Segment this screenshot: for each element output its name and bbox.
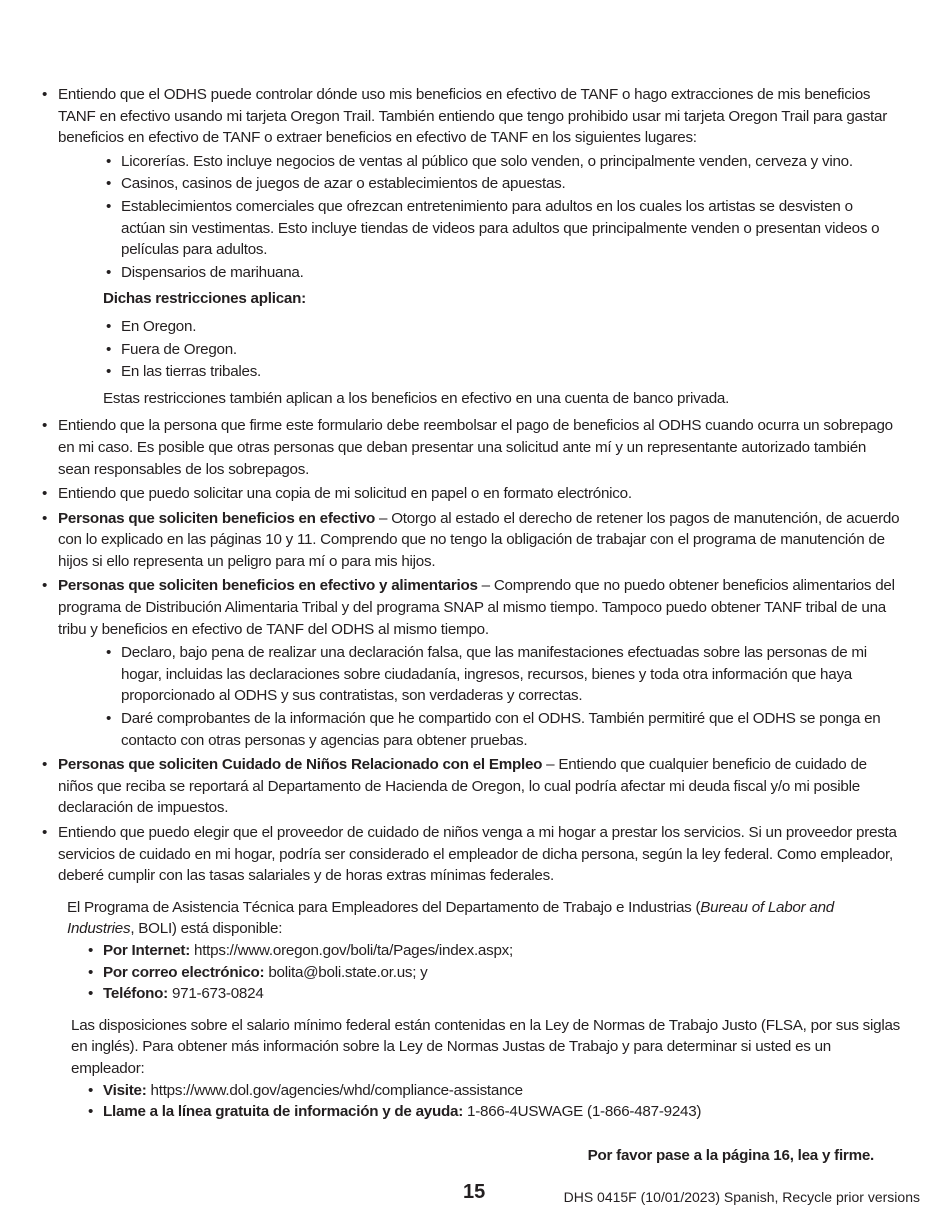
declarations-list	[58, 642, 900, 751]
list-item: • Establecimientos comerciales que ofrezcan entretenimiento para adultos en los cuales los artistas se desvisten o actúan sin vestimentas. Esto incluye tiendas de videos para adultos que principalmente venden o presentan videos o películas para adultos.	[58, 196, 900, 261]
boli-intro	[67, 897, 900, 940]
flsa-intro: Las disposiciones sobre el salario mínimo federal están contenidas en la Ley de Normas de Trabajo Justo (FLSA, por sus siglas en inglés). Para obtener más información sobre la Ley de Normas Justas de Trabajo y para determinar si usted es un empleador:	[71, 1016, 900, 1077]
item-text: Entiendo que puedo elegir que el proveedor de cuidado de niños venga a mi hogar a prestar los servicios. Si un proveedor presta servicios de cuidado en mi hogar, podría ser considerado el empleador de dicha persona, según la ley federal. Como empleador, deberé cumplir con las tasas salariales y de horas extras mínimas federales.	[58, 824, 897, 885]
page-number: 15	[463, 1181, 486, 1203]
list-item	[40, 483, 900, 505]
list-item	[40, 822, 900, 887]
closing-instruction: Por favor pase a la página 16, lea y firme.	[587, 1147, 874, 1164]
item-heading: Personas que soliciten beneficios en efectivo y alimentarios	[58, 577, 478, 595]
item-text: – Otorgo al estado el derecho de retener los pagos de manutención, de acuerdo con lo explicado en las páginas 10 y 11. Comprendo que no tengo la obligación de trabajar con el programa de manutención de hijos si ello representa un peligro para mí o para mis hijos.	[58, 509, 900, 570]
boli-contact-list	[40, 940, 900, 1005]
restrictions-list	[58, 316, 900, 383]
item-text: Entiendo que puedo solicitar una copia de mi solicitud en papel o en formato electrónico.	[58, 485, 632, 503]
contact-label: Visite:	[103, 1081, 147, 1099]
item-text: Entiendo que el ODHS puede controlar dónde uso mis beneficios en efectivo de TANF o hago extracciones de mis beneficios TANF en efectivo usando mi tarjeta Oregon Trail. También entiendo que tengo prohibido usar mi tarjeta Oregon Trail para gastar beneficios en efectivo de TANF o extraer beneficios en efectivo de TANF en los siguientes lugares:	[58, 86, 888, 147]
list-item	[40, 754, 900, 819]
item-text: – Comprendo que no puedo obtener beneficios alimentarios del programa de Distribución Alimentaria Tribal y del programa SNAP al mismo tiempo. Tampoco puedo obtener TANF tribal de una tribu y beneficios en efectivo de TANF del ODHS al mismo tiempo.	[58, 577, 895, 638]
contact-value: 971-673-0824	[167, 985, 264, 1003]
contact-label: Por correo electrónico:	[103, 963, 265, 981]
restrictions-note: Estas restricciones también aplican a los beneficios en efectivo en una cuenta de banco privada.	[103, 389, 730, 407]
flsa-website	[40, 1080, 900, 1102]
contact-label: Por Internet:	[103, 941, 191, 959]
boli-website	[40, 940, 900, 962]
list-item: • Declaro, bajo pena de realizar una declaración falsa, que las manifestaciones efectuadas sobre las personas de mi hogar, incluidas las declaraciones sobre ciudadanía, ingresos, recursos, bienes y toda otra información que haya proporcionado al ODHS y sus contratistas, son verdaderas y correctas.	[58, 642, 900, 707]
item-heading: Personas que soliciten Cuidado de Niños Relacionado con el Empleo	[58, 756, 543, 774]
list-item: • Daré comprobantes de la información que he compartido con el ODHS. También permitiré que el ODHS se ponga en contacto con otras personas y agencias para obtener pruebas.	[58, 708, 900, 751]
list-item: • En Oregon.	[58, 316, 900, 338]
item-text: – Entiendo que cualquier beneficio de cuidado de niños que reciba se reportará al Departamento de Hacienda de Oregon, lo cual podría afectar mi deuda fiscal y/o mi posible declaración de impuestos.	[58, 756, 867, 817]
boli-intro-text: El Programa de Asistencia Técnica para Empleadores del Departamento de Trabajo e Industrias (	[67, 898, 701, 916]
contact-value: https://www.oregon.gov/boli/ta/Pages/index.aspx;	[190, 941, 513, 959]
boli-phone	[40, 983, 900, 1005]
flsa-contact-list	[40, 1080, 900, 1123]
main-bullet-list	[40, 84, 900, 887]
form-identifier: DHS 0415F (10/01/2023) Spanish, Recycle prior versions	[563, 1189, 920, 1205]
contact-label: Llame a la línea gratuita de información y de ayuda:	[103, 1103, 464, 1121]
boli-email	[40, 962, 900, 984]
boli-intro-end: , BOLI) está disponible:	[130, 920, 283, 938]
flsa-hotline	[40, 1101, 900, 1123]
list-item	[40, 508, 900, 573]
restrictions-heading: Dichas restricciones aplican:	[103, 290, 306, 308]
list-item	[40, 415, 900, 480]
contact-value: https://www.dol.gov/agencies/whd/compliance-assistance	[146, 1081, 523, 1099]
item-heading: Personas que soliciten beneficios en efectivo	[58, 509, 376, 527]
prohibited-places-list	[58, 151, 900, 284]
boli-name: Bureau of Labor and Industries	[67, 898, 834, 938]
list-item: • Licorerías. Esto incluye negocios de ventas al público que solo venden, o principalmente venden, cerveza y vino.	[58, 151, 900, 173]
list-item: • Dispensarios de marihuana.	[58, 262, 900, 284]
list-item	[40, 575, 900, 751]
contact-value: 1-866-4USWAGE (1-866-487-9243)	[463, 1103, 702, 1121]
list-item: • Casinos, casinos de juegos de azar o establecimientos de apuestas.	[58, 173, 900, 195]
contact-label: Teléfono:	[103, 985, 168, 1003]
list-item: • En las tierras tribales.	[58, 361, 900, 383]
list-item	[40, 84, 900, 409]
item-text: Entiendo que la persona que firme este formulario debe reembolsar el pago de beneficios al ODHS cuando ocurra un sobrepago en mi caso. Es posible que otras personas que deban presentar una solicitud ante mí y un representante autorizado también sean responsables de los sobrepagos.	[58, 417, 893, 478]
contact-value: bolita@boli.state.or.us; y	[264, 963, 428, 981]
page-content	[40, 84, 900, 1131]
list-item: • Fuera de Oregon.	[58, 339, 900, 361]
